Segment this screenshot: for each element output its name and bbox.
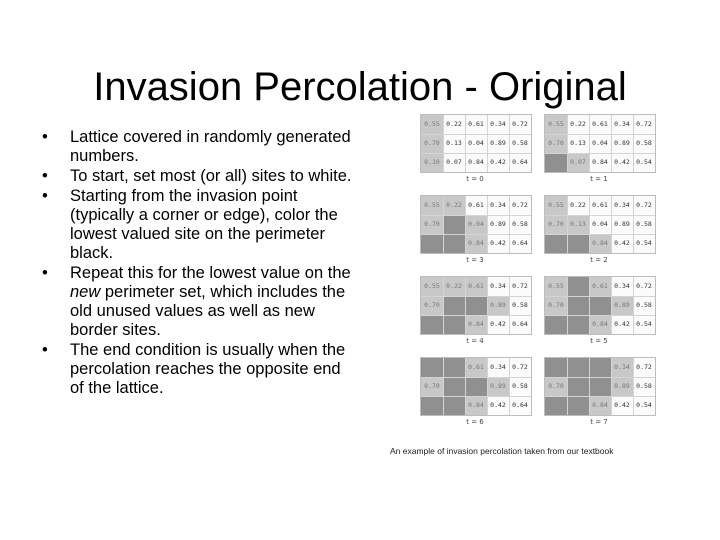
grid-line [611, 115, 612, 172]
lattice-site [465, 377, 487, 396]
lattice-site: 0.13 [567, 134, 589, 153]
lattice-site: 0.70 [421, 296, 443, 315]
lattice-site: 0.54 [633, 234, 655, 253]
lattice-site: 0.10 [421, 153, 443, 172]
grid-line [421, 215, 531, 216]
lattice-site: 0.64 [509, 315, 531, 334]
bullet-marker: • [42, 187, 48, 205]
lattice-site: 0.54 [633, 153, 655, 172]
bullet-item [38, 187, 358, 263]
lattice-site: 0.22 [567, 196, 589, 215]
grid-line [509, 115, 510, 172]
lattice-panel [420, 114, 530, 185]
lattice-site: 0.61 [465, 277, 487, 296]
grid-line [487, 358, 488, 415]
lattice-site: 0.72 [509, 115, 531, 134]
lattice-site: 0.70 [545, 215, 567, 234]
grid-line [465, 115, 466, 172]
lattice-site: 0.04 [589, 215, 611, 234]
figure-caption: An example of invasion percolation taken from our textbook [390, 446, 614, 456]
lattice-site [589, 358, 611, 377]
grid-line [611, 358, 612, 415]
lattice-panel [420, 276, 530, 347]
lattice-site: 0.42 [611, 396, 633, 415]
grid-line [567, 358, 568, 415]
lattice-site: 0.89 [611, 215, 633, 234]
grid-line [633, 277, 634, 334]
grid-line [545, 296, 655, 297]
grid-line [443, 277, 444, 334]
grid-line [567, 277, 568, 334]
lattice-site: 0.04 [465, 134, 487, 153]
lattice-site [567, 358, 589, 377]
bullet-item [38, 167, 358, 186]
time-step-label: t = 2 [590, 256, 608, 264]
lattice-site [443, 215, 465, 234]
lattice-panel [544, 276, 654, 347]
lattice-site: 0.22 [443, 196, 465, 215]
lattice-site: 0.55 [545, 277, 567, 296]
lattice-grid [420, 114, 532, 173]
lattice-site: 0.70 [421, 134, 443, 153]
bullet-text: Repeat this for the lowest value on the [70, 264, 351, 282]
lattice-site: 0.58 [509, 215, 531, 234]
bullet-emphasis: new [70, 283, 101, 301]
lattice-site [465, 296, 487, 315]
time-step-label: t = 1 [590, 175, 608, 183]
lattice-site: 0.61 [589, 115, 611, 134]
lattice-site: 0.58 [633, 377, 655, 396]
lattice-site: 0.72 [509, 358, 531, 377]
lattice-site: 0.54 [633, 396, 655, 415]
lattice-site: 0.89 [611, 134, 633, 153]
bullet-item [38, 264, 358, 340]
grid-line [545, 234, 655, 235]
lattice-site: 0.34 [487, 277, 509, 296]
lattice-site: 0.34 [611, 115, 633, 134]
lattice-site: 0.07 [567, 153, 589, 172]
bullet-text: The end condition is usually when the percolation reaches the opposite end of the lattice. [70, 341, 346, 397]
grid-line [567, 115, 568, 172]
grid-line [487, 115, 488, 172]
grid-line [633, 115, 634, 172]
lattice-site: 0.58 [633, 215, 655, 234]
grid-line [509, 277, 510, 334]
bullet-text: To start, set most (or all) sites to white. [70, 167, 352, 185]
bullet-item [38, 341, 358, 398]
bullet-item [38, 128, 358, 166]
grid-line [487, 196, 488, 253]
bullet-text: Lattice covered in randomly generated numbers. [70, 128, 351, 165]
lattice-site: 0.89 [611, 296, 633, 315]
lattice-site: 0.89 [487, 296, 509, 315]
lattice-site [443, 396, 465, 415]
grid-line [487, 277, 488, 334]
lattice-site: 0.13 [443, 134, 465, 153]
grid-line [509, 196, 510, 253]
grid-line [465, 196, 466, 253]
lattice-site [567, 315, 589, 334]
lattice-site: 0.72 [633, 358, 655, 377]
grid-line [509, 358, 510, 415]
lattice-grid [420, 276, 532, 335]
grid-line [589, 277, 590, 334]
grid-line [633, 358, 634, 415]
lattice-site: 0.84 [589, 396, 611, 415]
lattice-site: 0.34 [487, 196, 509, 215]
grid-line [465, 277, 466, 334]
lattice-site: 0.72 [509, 277, 531, 296]
grid-line [611, 277, 612, 334]
lattice-site: 0.22 [443, 115, 465, 134]
lattice-site [421, 396, 443, 415]
bullet-marker: • [42, 264, 48, 282]
lattice-panel [420, 357, 530, 428]
lattice-site: 0.64 [509, 234, 531, 253]
lattice-panel [544, 357, 654, 428]
bullet-marker: • [42, 341, 48, 359]
lattice-site [589, 377, 611, 396]
lattice-site [421, 315, 443, 334]
lattice-site: 0.34 [487, 115, 509, 134]
lattice-site: 0.70 [545, 134, 567, 153]
lattice-site: 0.84 [589, 315, 611, 334]
lattice-site: 0.84 [465, 153, 487, 172]
grid-line [545, 315, 655, 316]
lattice-site: 0.70 [421, 215, 443, 234]
lattice-site [545, 396, 567, 415]
lattice-site: 0.61 [589, 196, 611, 215]
time-step-label: t = 3 [466, 256, 484, 264]
lattice-site: 0.42 [487, 396, 509, 415]
lattice-site: 0.55 [545, 115, 567, 134]
lattice-site: 0.13 [567, 215, 589, 234]
bullet-list [38, 128, 358, 398]
lattice-site: 0.70 [545, 296, 567, 315]
grid-line [611, 196, 612, 253]
grid-line [633, 196, 634, 253]
lattice-site [589, 296, 611, 315]
lattice-site [545, 358, 567, 377]
lattice-site: 0.61 [589, 277, 611, 296]
bullet-text: perimeter set, which includes the old unused values as well as new border sites. [70, 283, 346, 339]
lattice-site [567, 296, 589, 315]
lattice-site [545, 315, 567, 334]
lattice-site: 0.61 [465, 115, 487, 134]
time-step-label: t = 7 [590, 418, 608, 426]
lattice-site [545, 234, 567, 253]
grid-line [421, 153, 531, 154]
lattice-site: 0.64 [509, 153, 531, 172]
lattice-site [567, 377, 589, 396]
grid-line [465, 358, 466, 415]
lattice-site [421, 358, 443, 377]
lattice-site: 0.22 [567, 115, 589, 134]
grid-line [545, 377, 655, 378]
time-step-label: t = 5 [590, 337, 608, 345]
grid-line [443, 196, 444, 253]
time-step-label: t = 4 [466, 337, 484, 345]
grid-line [589, 115, 590, 172]
grid-line [421, 315, 531, 316]
grid-line [545, 215, 655, 216]
lattice-site: 0.22 [443, 277, 465, 296]
lattice-site: 0.34 [487, 358, 509, 377]
lattice-site: 0.04 [465, 215, 487, 234]
lattice-site: 0.55 [421, 115, 443, 134]
lattice-site: 0.84 [589, 234, 611, 253]
lattice-site: 0.55 [421, 196, 443, 215]
slide-title: Invasion Percolation - Original [93, 64, 627, 109]
lattice-grid [544, 357, 656, 416]
lattice-site: 0.64 [509, 396, 531, 415]
time-step-label: t = 6 [466, 418, 484, 426]
lattice-site: 0.55 [421, 277, 443, 296]
grid-line [567, 196, 568, 253]
lattice-site: 0.84 [465, 396, 487, 415]
lattice-site: 0.42 [611, 315, 633, 334]
lattice-site [567, 396, 589, 415]
lattice-site: 0.89 [487, 134, 509, 153]
lattice-site: 0.84 [465, 234, 487, 253]
lattice-site [443, 358, 465, 377]
lattice-site: 0.84 [589, 153, 611, 172]
grid-line [443, 115, 444, 172]
lattice-site [443, 296, 465, 315]
lattice-grid [544, 276, 656, 335]
lattice-grid [544, 114, 656, 173]
lattice-grid [544, 195, 656, 254]
lattice-site: 0.72 [633, 115, 655, 134]
lattice-panel [420, 195, 530, 266]
lattice-site: 0.34 [611, 196, 633, 215]
lattice-site: 0.84 [465, 315, 487, 334]
lattice-site: 0.58 [633, 296, 655, 315]
lattice-site: 0.61 [465, 358, 487, 377]
lattice-site: 0.72 [509, 196, 531, 215]
bullet-marker: • [42, 128, 48, 146]
lattice-site: 0.42 [487, 234, 509, 253]
lattice-panel [544, 195, 654, 266]
lattice-site: 0.34 [611, 358, 633, 377]
lattice-site [567, 234, 589, 253]
grid-line [589, 196, 590, 253]
time-step-label: t = 0 [466, 175, 484, 183]
lattice-site: 0.42 [487, 153, 509, 172]
lattice-site: 0.07 [443, 153, 465, 172]
lattice-grid [420, 357, 532, 416]
grid-line [421, 377, 531, 378]
lattice-site: 0.72 [633, 196, 655, 215]
lattice-site: 0.55 [545, 196, 567, 215]
grid-line [421, 234, 531, 235]
grid-line [545, 396, 655, 397]
grid-line [443, 358, 444, 415]
lattice-site: 0.70 [545, 377, 567, 396]
grid-line [545, 153, 655, 154]
lattice-site [443, 315, 465, 334]
lattice-site: 0.89 [487, 215, 509, 234]
lattice-site [421, 234, 443, 253]
lattice-site [443, 234, 465, 253]
lattice-site: 0.42 [487, 315, 509, 334]
lattice-site: 0.42 [611, 234, 633, 253]
lattice-site: 0.58 [509, 377, 531, 396]
lattice-site: 0.61 [465, 196, 487, 215]
bullet-text: Starting from the invasion point (typically a corner or edge), color the lowest valued site on the perimeter black. [70, 187, 338, 262]
grid-line [589, 358, 590, 415]
lattice-site: 0.58 [509, 296, 531, 315]
lattice-site [545, 153, 567, 172]
lattice-site: 0.54 [633, 315, 655, 334]
lattice-site: 0.04 [589, 134, 611, 153]
lattice-site [443, 377, 465, 396]
bullet-marker: • [42, 167, 48, 185]
lattice-site: 0.72 [633, 277, 655, 296]
lattice-site: 0.70 [421, 377, 443, 396]
lattice-site: 0.42 [611, 153, 633, 172]
lattice-site: 0.34 [611, 277, 633, 296]
lattice-site: 0.89 [611, 377, 633, 396]
percolation-figure [420, 114, 652, 430]
grid-line [421, 296, 531, 297]
lattice-site: 0.58 [509, 134, 531, 153]
lattice-site: 0.58 [633, 134, 655, 153]
lattice-site [567, 277, 589, 296]
lattice-panel [544, 114, 654, 185]
lattice-site: 0.89 [487, 377, 509, 396]
grid-line [545, 134, 655, 135]
grid-line [421, 134, 531, 135]
lattice-grid [420, 195, 532, 254]
grid-line [421, 396, 531, 397]
